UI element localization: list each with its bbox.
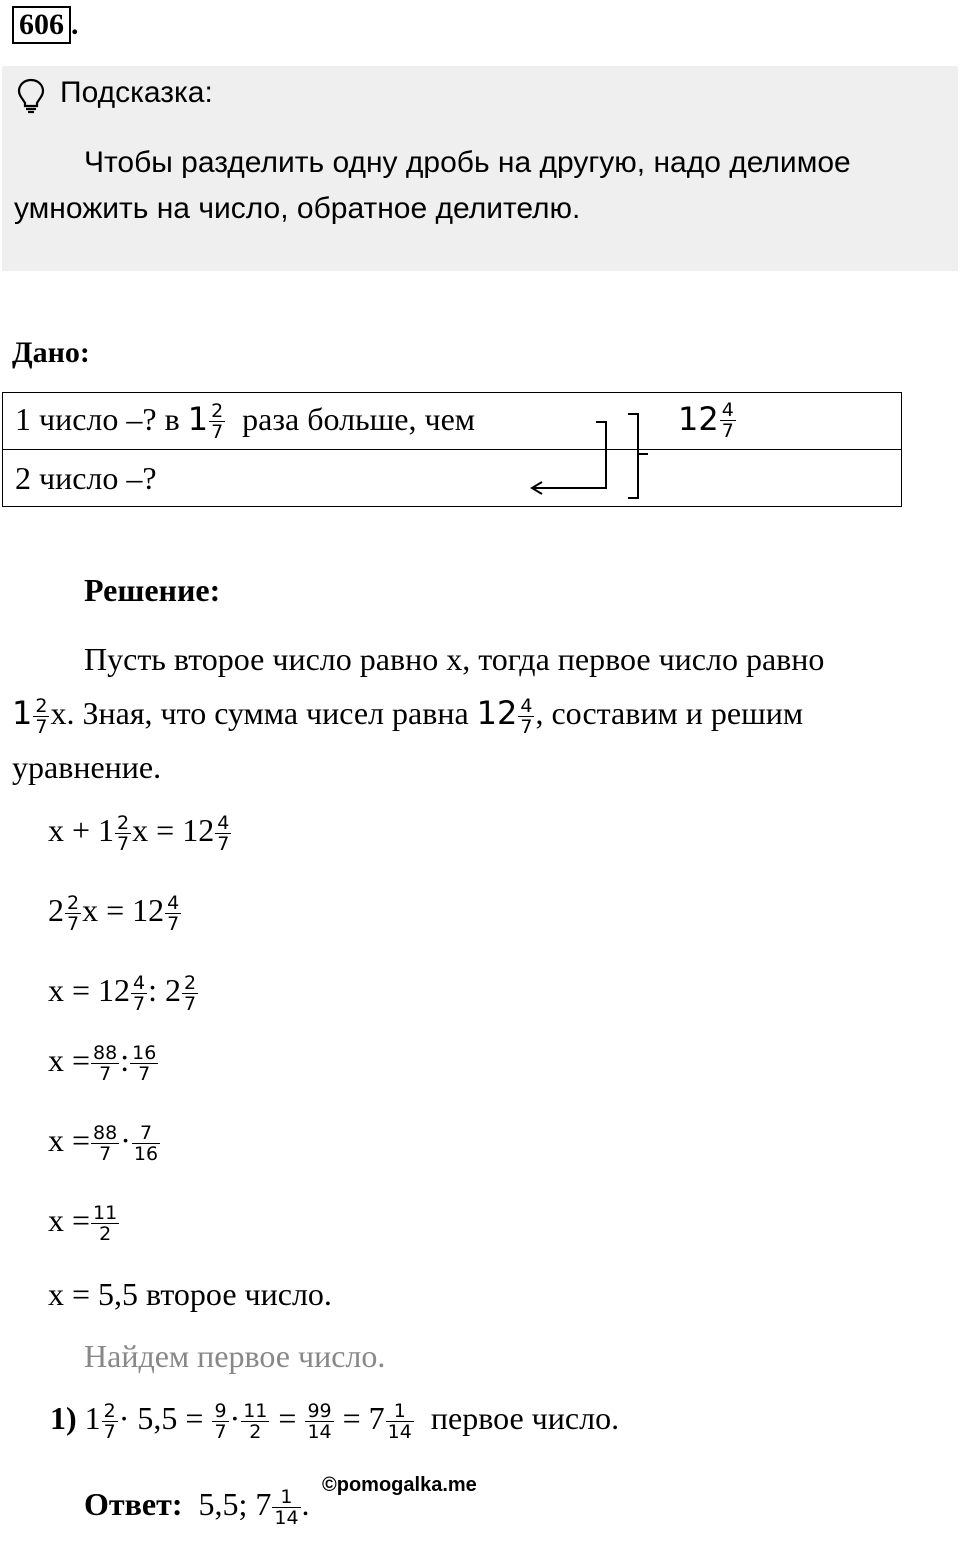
watermark: ©pomogalka.me xyxy=(322,1474,477,1496)
hint-text: Чтобы разделить одну дробь на другую, надо делимое умножить на число, обратное делителю. xyxy=(14,146,851,225)
solution-line-1: Пусть второе число равно x, тогда первое число равно xyxy=(84,641,825,677)
task-number xyxy=(12,6,98,44)
sum-value: 12 $\frac{4}{7}$ xyxy=(678,399,734,442)
row1-whole: 1 xyxy=(187,399,209,438)
given-cell-1 xyxy=(3,393,902,450)
given-table xyxy=(2,392,902,507)
equation-6: x = $\frac{11}{2}$ xyxy=(48,1201,118,1245)
equation-2: 2 $\frac{2}{7}$ x = 12 $\frac{4}{7}$ xyxy=(48,891,180,935)
row1-prefix: 1 число –? в xyxy=(15,400,180,437)
equation-5: x = $\frac{88}{7}$ · $\frac{7}{16}$ xyxy=(48,1121,159,1165)
hint-title: Подсказка: xyxy=(60,76,213,109)
row1-fraction: $\frac{2}{7}$ xyxy=(211,400,224,444)
row1-suffix: раза больше, чем xyxy=(242,400,476,437)
solution-label: Решение: xyxy=(84,572,221,608)
answer: Ответ: 5,5; 7 $\frac{1}{14}$ . xyxy=(84,1485,310,1529)
step-1: 1) 1 $\frac{2}{7}$ · 5,5 = $\frac{9}{7}$ · $\frac{11}{2}$ = $\frac{99}{14}$ = 7 $\frac{1}{14}$ первое число. xyxy=(50,1399,620,1443)
solution-text xyxy=(12,632,922,794)
equation-4: x = $\frac{88}{7}$ : $\frac{16}{7}$ xyxy=(48,1041,157,1085)
given-cell-2: 2 число –? xyxy=(3,450,902,507)
task-number-box: 606 xyxy=(12,6,71,44)
solution-line-3: уравнение. xyxy=(12,749,162,785)
solution-line-2: 1 $\frac{2}{7}$ x. Зная, что сумма чисел равна 12 $\frac{4}{7}$ , составим и решим xyxy=(12,694,804,738)
given-label: Дано: xyxy=(12,336,90,369)
lightbulb-icon xyxy=(16,78,46,114)
find-first-text: Найдем первое число. xyxy=(84,1338,386,1374)
equation-1: x + 1 $\frac{2}{7}$ x = 12 $\frac{4}{7}$ xyxy=(48,811,230,855)
given-row-2 xyxy=(3,450,902,507)
relation-arrow xyxy=(520,410,660,510)
given-row-1 xyxy=(3,393,902,450)
task-number-dot: . xyxy=(71,8,79,41)
equation-3: x = 12 $\frac{4}{7}$ : 2 $\frac{2}{7}$ xyxy=(48,971,197,1015)
equation-7: x = 5,5 второе число. xyxy=(48,1276,332,1312)
